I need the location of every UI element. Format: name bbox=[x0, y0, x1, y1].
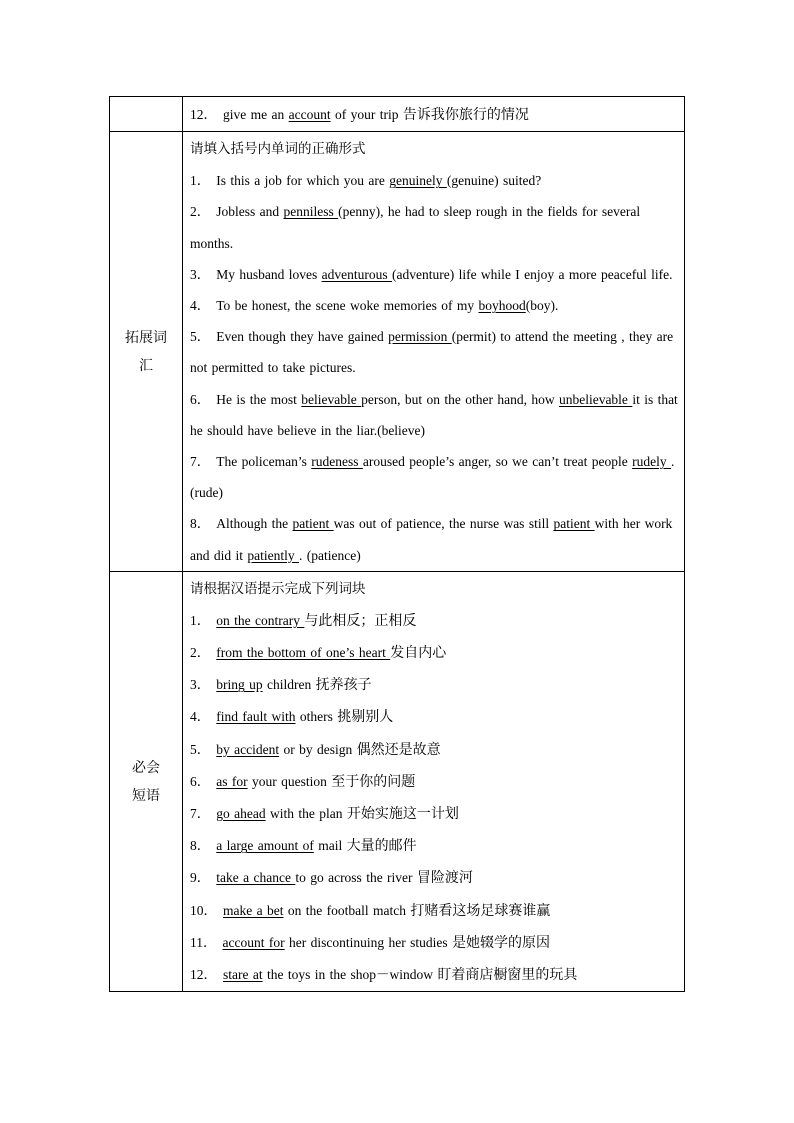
answer-blank: a large amount of bbox=[216, 838, 314, 854]
answer-blank: on the contrary bbox=[216, 612, 305, 628]
list-item: 11． account for her discontinuing her studies 是她辍学的原因 bbox=[190, 934, 550, 951]
list-item: 9． take a chance to go across the river 冒险渡河 bbox=[190, 870, 473, 887]
answer-blank: penniless bbox=[283, 204, 339, 220]
list-item: 4． To be honest, the scene woke memories of my boyhood(boy). bbox=[190, 298, 559, 314]
answer-blank: account bbox=[288, 107, 331, 122]
answer-blank: boyhood bbox=[478, 298, 526, 314]
answer-blank: from the bottom of one’s heart bbox=[216, 645, 391, 661]
list-item: 2． from the bottom of one’s heart 发自内心 bbox=[190, 645, 447, 662]
list-item: 7． The policeman’s rudeness aroused people’s anger, so we can’t treat people rudely . (rude) bbox=[190, 454, 675, 501]
section-content-vocab bbox=[183, 132, 685, 572]
list-item: 7． go ahead with the plan 开始实施这一计划 bbox=[190, 806, 459, 823]
answer-blank: go ahead bbox=[216, 806, 266, 822]
answer-blank: patiently bbox=[247, 547, 299, 563]
answer-blank: take a chance bbox=[216, 870, 296, 886]
list-item: 3． bring up children 抚养孩子 bbox=[190, 677, 372, 694]
answer-blank: find fault with bbox=[216, 709, 296, 725]
answer-blank: rudely bbox=[632, 454, 671, 470]
list-item: 5． by accident or by design 偶然还是故意 bbox=[190, 741, 441, 758]
answer-blank: as for bbox=[216, 773, 248, 789]
section-label-vocab: 拓展词 汇 bbox=[110, 132, 183, 572]
answer-blank: account for bbox=[222, 934, 285, 950]
list-item: 3． My husband loves adventurous (adventure) life while I enjoy a more peaceful life. bbox=[190, 266, 673, 282]
list-item: 8． Although the patient was out of patience, the nurse was still patient with her work and did it patiently . (patience) bbox=[190, 516, 673, 563]
worksheet bbox=[109, 96, 685, 992]
answer-blank: stare at bbox=[223, 967, 263, 983]
list-item: 8． a large amount of mail 大量的邮件 bbox=[190, 838, 417, 855]
section-label-phrases: 必会 短语 bbox=[110, 571, 183, 991]
answer-blank: patient bbox=[292, 516, 334, 532]
row-label-empty bbox=[110, 97, 183, 132]
list-item: 6． He is the most believable person, but on the other hand, how unbelievable it is that he should have believe in the liar.(believe) bbox=[190, 391, 678, 438]
list-item: 12． stare at the toys in the shop－window 盯着商店橱窗里的玩具 bbox=[190, 967, 578, 984]
answer-blank: permission bbox=[388, 329, 452, 345]
list-item: 1． Is this a job for which you are genuinely (genuine) suited? bbox=[190, 173, 542, 189]
section-content-phrases bbox=[183, 571, 685, 991]
table-row bbox=[110, 571, 685, 991]
answer-blank: bring up bbox=[216, 677, 263, 693]
list-item: 2． Jobless and penniless (penny), he had to sleep rough in the fields for several months. bbox=[190, 204, 641, 251]
answer-blank: unbelievable bbox=[558, 391, 633, 407]
list-item: 5． Even though they have gained permission (permit) to attend the meeting , they are not permitted to take pictures. bbox=[190, 329, 674, 376]
answer-blank: believable bbox=[301, 391, 362, 407]
answer-blank: by accident bbox=[216, 741, 280, 757]
phrase-list bbox=[190, 605, 678, 991]
answer-blank: rudeness bbox=[311, 454, 363, 470]
table-row bbox=[110, 132, 685, 572]
list-item: 12． give me an account of your trip 告诉我你旅行的情况 bbox=[190, 107, 529, 123]
section-heading: 请填入括号内单词的正确形式 bbox=[190, 141, 366, 158]
list-item: 1． on the contrary 与此相反；正相反 bbox=[190, 612, 417, 629]
answer-blank: make a bet bbox=[223, 902, 284, 918]
answer-blank: genuinely bbox=[389, 173, 447, 189]
vocabulary-table bbox=[109, 96, 685, 992]
list-item: 6． as for your question 至于你的问题 bbox=[190, 773, 416, 790]
list-item: 10． make a bet on the football match 打赌看这场足球赛谁赢 bbox=[190, 902, 551, 919]
answer-blank: patient bbox=[553, 516, 595, 532]
answer-blank: adventurous bbox=[321, 266, 392, 282]
row-content bbox=[183, 97, 685, 132]
table-row bbox=[110, 97, 685, 132]
list-item: 4． find fault with others 挑剔别人 bbox=[190, 709, 394, 726]
section-heading: 请根据汉语提示完成下列词块 bbox=[190, 580, 366, 597]
